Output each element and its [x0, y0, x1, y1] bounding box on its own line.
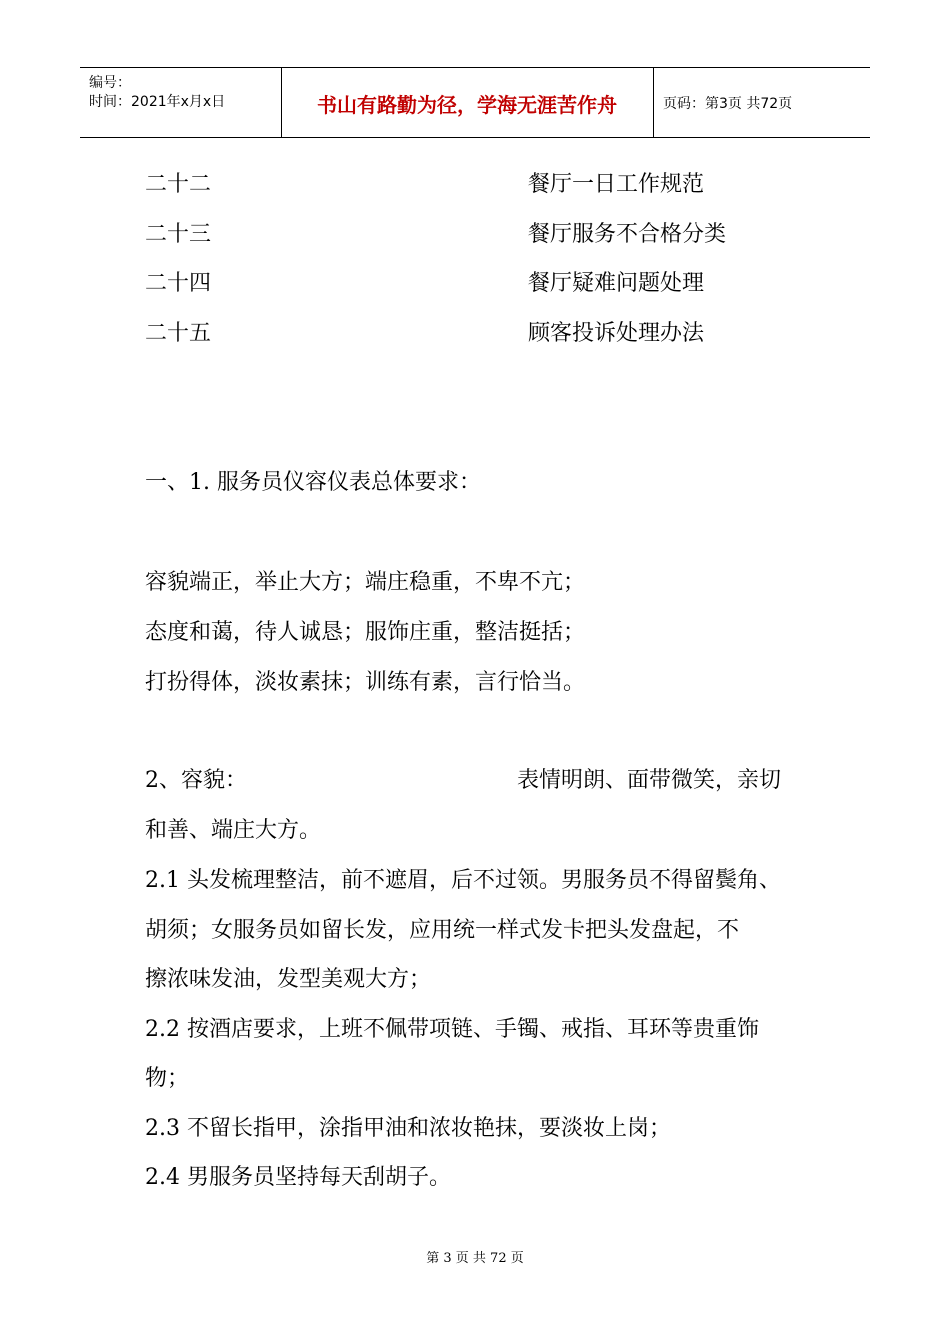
toc-item-title: 餐厅一日工作规范 [528, 172, 705, 197]
paragraph-line: 和善、端庄大方。 [145, 818, 322, 843]
header-motto: 书山有路勤为径，学海无涯苦作舟 [317, 93, 617, 117]
document-number-label: 编号： [89, 75, 131, 91]
paragraph-line: 打扮得体，淡妆素抹；训练有素，言行恰当。 [145, 670, 586, 695]
header-motto-cell [281, 68, 654, 137]
paragraph-line: 物； [145, 1066, 190, 1091]
page-header [80, 67, 870, 138]
paragraph-line: 2.4 男服务员坚持每天刮胡子。 [145, 1165, 451, 1190]
paragraph-line: 2.2 按酒店要求，上班不佩带项链、手镯、戒指、耳环等贵重饰 [145, 1017, 759, 1042]
header-meta-cell [80, 68, 282, 137]
section-heading: 一、1. 服务员仪容仪表总体要求： [145, 470, 481, 495]
header-page-info: 页码：第3页 共72页 [663, 96, 793, 112]
toc-item-number: 二十三 [145, 222, 212, 247]
toc-item-title: 顾客投诉处理办法 [528, 321, 705, 346]
toc-item-number: 二十二 [145, 172, 212, 197]
paragraph-line: 态度和蔼，待人诚恳；服饰庄重，整洁挺括； [145, 620, 586, 645]
page-footer: 第 3 页 共 72 页 [426, 1251, 524, 1266]
paragraph-line: 2.3 不留长指甲，涂指甲油和浓妆艳抹，要淡妆上岗； [145, 1116, 671, 1141]
paragraph-line: 容貌端正，举止大方；端庄稳重，不卑不亢； [145, 570, 586, 595]
toc-item-title: 餐厅服务不合格分类 [528, 222, 727, 247]
toc-item-number: 二十四 [145, 271, 212, 296]
paragraph-line: 胡须；女服务员如留长发，应用统一样式发卡把头发盘起，不 [145, 918, 740, 943]
header-page-cell [654, 68, 870, 137]
paragraph-line: 表情明朗、面带微笑，亲切 [517, 768, 782, 793]
toc-item-number: 二十五 [145, 321, 212, 346]
document-date-label: 时间：2021年x月x日 [89, 94, 226, 110]
toc-item-title: 餐厅疑难问题处理 [528, 271, 705, 296]
paragraph-line: 擦浓味发油，发型美观大方； [145, 967, 432, 992]
section-label: 2、容貌： [145, 768, 247, 793]
paragraph-line: 2.1 头发梳理整洁，前不遮眉，后不过领。男服务员不得留鬓角、 [145, 868, 781, 893]
